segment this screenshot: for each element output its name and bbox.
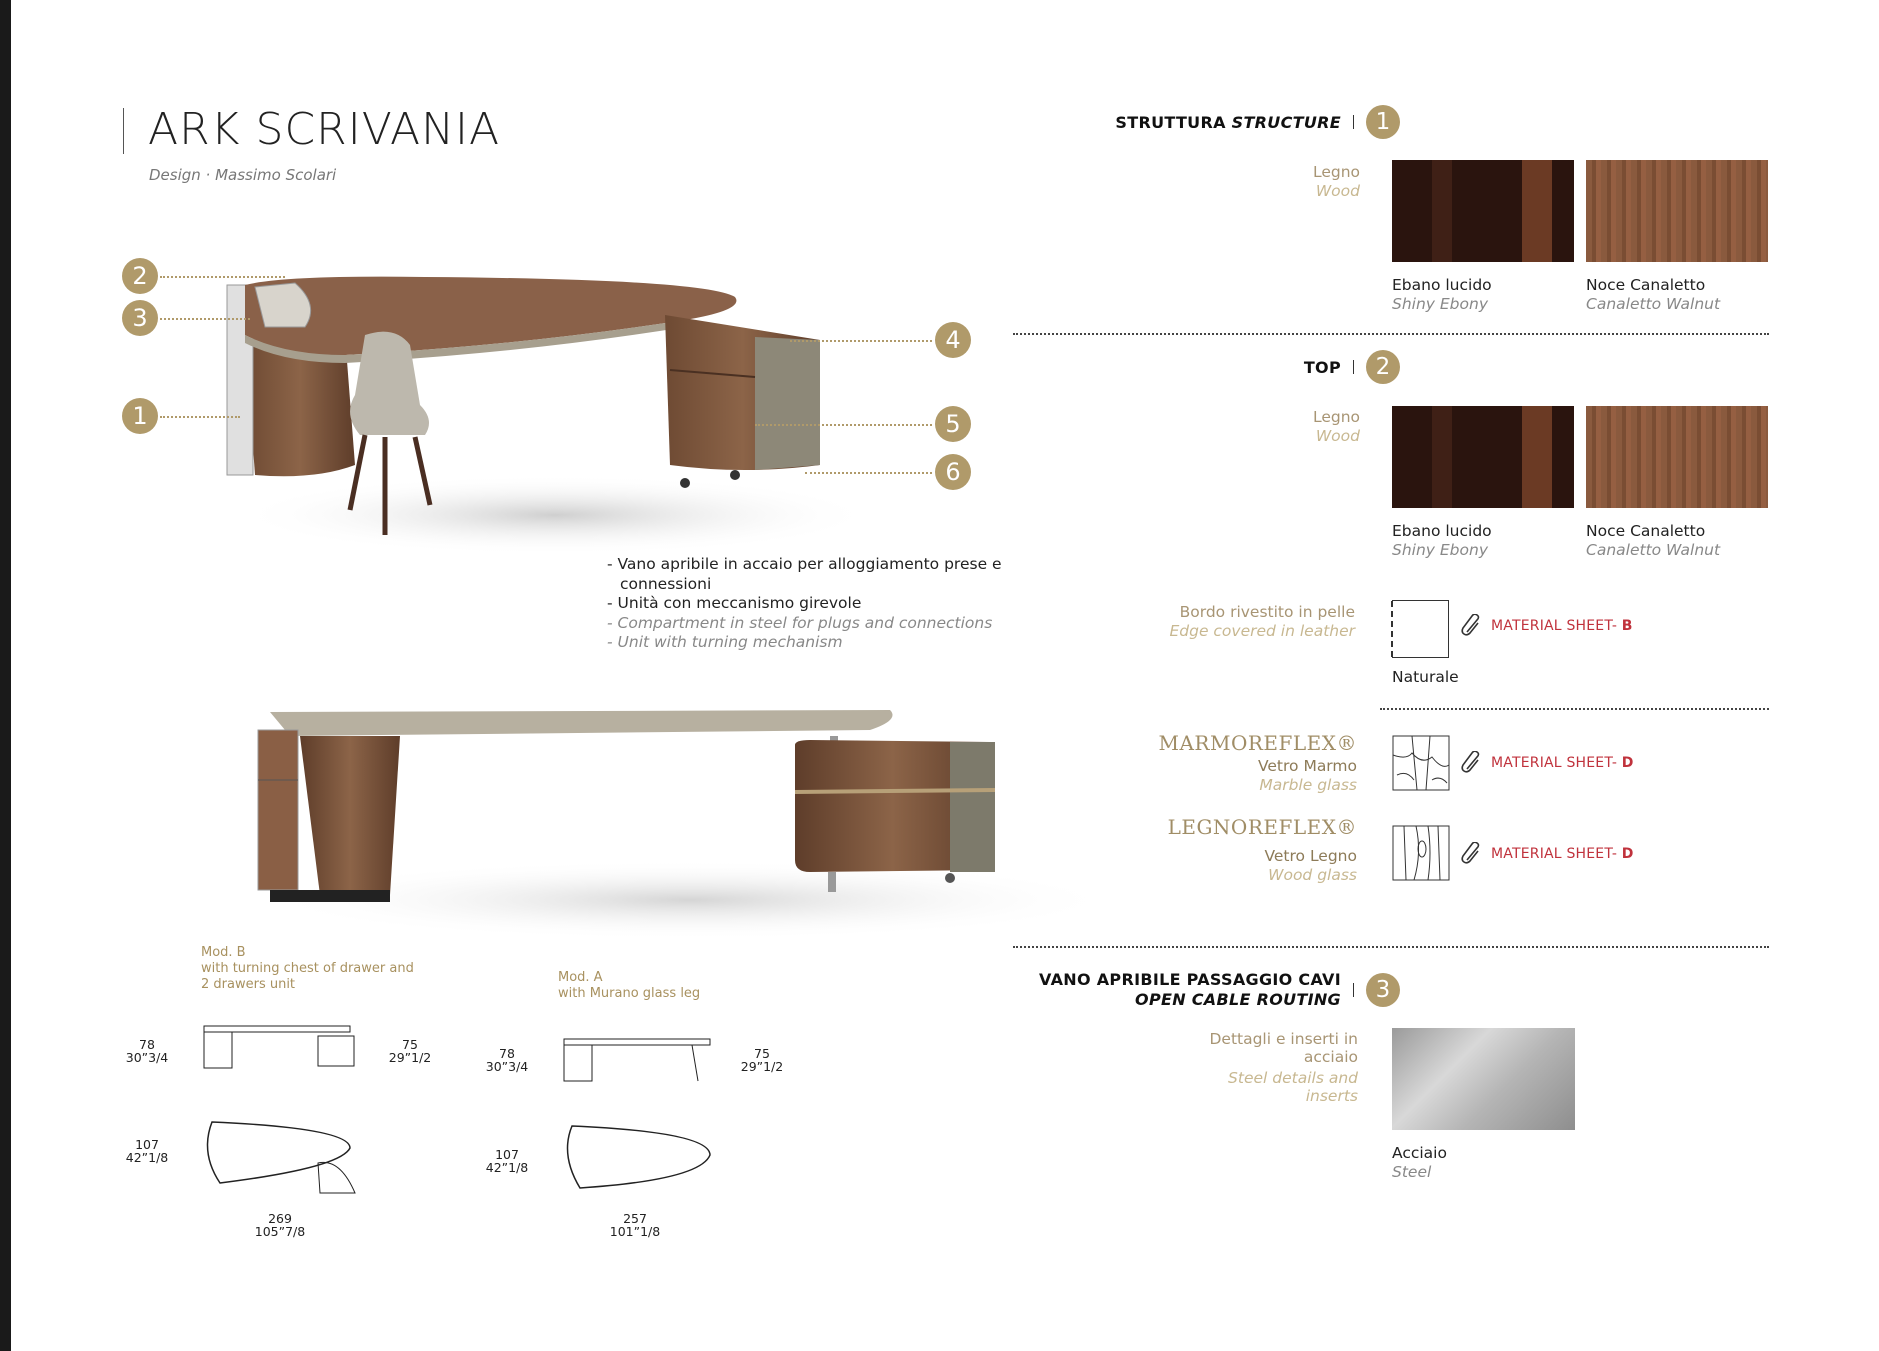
material-sheet-d-marmo-letter: D — [1621, 755, 1634, 771]
structure-heading — [1115, 113, 1341, 132]
model-a-width — [605, 1212, 665, 1238]
model-b-height-left — [122, 1038, 172, 1064]
paperclip-icon — [1461, 842, 1483, 866]
model-b-h-right-in: 29”1/2 — [388, 1050, 432, 1065]
title-rule — [123, 108, 124, 154]
model-b-plan-drawing — [200, 1118, 360, 1198]
swatch-steel-en: Steel — [1392, 1163, 1432, 1181]
top-number-badge: 2 — [1366, 350, 1400, 384]
structure-number-badge: 1 — [1366, 105, 1400, 139]
callout-1: 1 — [122, 398, 158, 434]
heading-separator — [1353, 983, 1354, 997]
section-structure-header — [1050, 105, 1400, 139]
structure-label-en: STRUCTURE — [1231, 112, 1341, 132]
top-material-en: Wood — [1315, 427, 1360, 445]
swatch-ebony-top — [1392, 406, 1574, 508]
model-a-caption — [558, 970, 758, 1002]
model-a-h-left-in: 30”3/4 — [485, 1059, 529, 1074]
note-en-1: - Compartment in steel for plugs and connections — [607, 613, 993, 632]
feature-notes — [607, 555, 1007, 653]
note-it-2: - Unità con meccanismo girevole — [607, 594, 862, 612]
model-b-width — [250, 1212, 310, 1238]
divider-1 — [1013, 333, 1769, 335]
callout-4: 4 — [935, 322, 971, 358]
model-b-h-left-in: 30”3/4 — [125, 1050, 169, 1065]
model-a-depth-cm: 107 — [495, 1147, 519, 1162]
model-b-front-drawing — [200, 1022, 360, 1072]
callout-6-leader — [805, 472, 932, 474]
swatch-walnut-structure-en: Canaletto Walnut — [1586, 295, 1721, 313]
callout-2: 2 — [122, 258, 158, 294]
structure-material-it: Legno — [1312, 163, 1360, 181]
material-sheet-d-legno-label: MATERIAL SHEET- — [1491, 846, 1618, 862]
model-a-width-in: 101”1/8 — [609, 1224, 661, 1239]
model-b-width-cm: 269 — [268, 1211, 292, 1226]
model-b-desc: with turning chest of drawer and 2 drawers unit — [201, 961, 414, 992]
material-sheet-d-legno-letter: D — [1621, 846, 1634, 862]
model-a-height-left — [482, 1047, 532, 1073]
cable-heading — [1039, 970, 1341, 1010]
model-a-h-left-cm: 78 — [499, 1046, 515, 1061]
note-it-1a: - Vano apribile in accaio per alloggiamento prese e — [607, 555, 1002, 573]
callout-3: 3 — [122, 300, 158, 336]
material-sheet-d-marmo-label: MATERIAL SHEET- — [1491, 755, 1618, 771]
heading-separator — [1353, 360, 1354, 374]
swatch-walnut-top-it: Noce Canaletto — [1586, 522, 1706, 540]
material-sheet-b-letter: B — [1621, 618, 1633, 634]
top-material-it: Legno — [1312, 408, 1360, 426]
note-it-1b: connessioni — [620, 574, 712, 593]
swatch-walnut-top — [1586, 406, 1768, 508]
model-b-caption — [201, 945, 426, 993]
cable-label-it: VANO APRIBILE PASSAGGIO CAVI — [1039, 970, 1341, 989]
swatch-ebony-structure-en: Shiny Ebony — [1392, 295, 1489, 313]
swatch-ebony-top-en: Shiny Ebony — [1392, 541, 1489, 559]
marmo-label-en: Marble glass — [1259, 776, 1357, 794]
model-b-h-right-cm: 75 — [402, 1037, 418, 1052]
note-en-2: - Unit with turning mechanism — [607, 633, 843, 651]
cable-detail-en-1: Steel details and — [1228, 1069, 1358, 1087]
model-a-h-right-in: 29”1/2 — [740, 1059, 784, 1074]
page-title: ARK SCRIVANIA — [148, 104, 501, 155]
paperclip-icon — [1461, 751, 1483, 775]
callout-3-leader — [160, 318, 250, 320]
marmoreflex-logo: MARMOREFLEX® — [1158, 731, 1357, 755]
material-sheet-d-legno-link[interactable] — [1491, 846, 1634, 862]
model-a-name: Mod. A — [558, 970, 603, 985]
marble-glass-swatch — [1392, 735, 1450, 791]
top-heading: TOP — [1303, 357, 1341, 377]
model-a-width-cm: 257 — [623, 1211, 647, 1226]
model-b-h-left-cm: 78 — [139, 1037, 155, 1052]
heading-separator — [1353, 115, 1354, 129]
model-a-height-right — [737, 1047, 787, 1073]
desk-perspective-illustration — [225, 265, 865, 565]
cable-detail-it-1: Dettagli e inserti in — [1209, 1030, 1358, 1048]
callout-5: 5 — [935, 406, 971, 442]
callout-6: 6 — [935, 454, 971, 490]
model-a-plan-drawing — [560, 1120, 720, 1200]
divider-3 — [1013, 946, 1769, 948]
model-b-width-in: 105”7/8 — [254, 1224, 306, 1239]
section-top-header — [1050, 350, 1400, 384]
edge-label-en: Edge covered in leather — [1169, 622, 1355, 640]
edge-label-it: Bordo rivestito in pelle — [1179, 603, 1355, 621]
callout-2-leader — [160, 276, 285, 278]
swatch-steel-it: Acciaio — [1392, 1144, 1447, 1162]
model-a-h-right-cm: 75 — [754, 1046, 770, 1061]
material-sheet-b-label: MATERIAL SHEET- — [1491, 618, 1618, 634]
model-b-name: Mod. B — [201, 945, 246, 960]
callout-1-leader — [160, 416, 240, 418]
model-a-desc: with Murano glass leg — [558, 986, 701, 1001]
swatch-walnut-structure — [1586, 160, 1768, 262]
cable-detail-it — [1170, 1030, 1358, 1066]
swatch-natural-label: Naturale — [1392, 668, 1459, 686]
wood-glass-swatch — [1392, 825, 1450, 881]
section-cable-header — [960, 970, 1400, 1010]
swatch-ebony-top-it: Ebano lucido — [1392, 522, 1492, 540]
page-edge-bar — [0, 0, 11, 1351]
structure-material-en: Wood — [1315, 182, 1360, 200]
model-b-depth-in: 42”1/8 — [125, 1150, 169, 1165]
model-a-depth-in: 42”1/8 — [485, 1160, 529, 1175]
legno-label-en: Wood glass — [1268, 866, 1357, 884]
model-a-front-drawing — [560, 1035, 720, 1085]
cable-detail-it-2: acciaio — [1303, 1048, 1358, 1066]
callout-4-leader — [790, 340, 932, 342]
structure-label-it: STRUTTURA — [1115, 112, 1226, 132]
swatch-ebony-structure-it: Ebano lucido — [1392, 276, 1492, 294]
cable-label-en: OPEN CABLE ROUTING — [1135, 990, 1341, 1009]
cable-detail-en-2: inserts — [1305, 1087, 1358, 1105]
cable-detail-en — [1170, 1069, 1358, 1105]
designer-credit: Design · Massimo Scolari — [149, 166, 337, 184]
legnoreflex-logo: LEGNOREFLEX® — [1167, 815, 1357, 839]
swatch-steel — [1392, 1028, 1575, 1130]
material-sheet-b-link[interactable] — [1491, 618, 1633, 634]
desk-front-illustration — [250, 700, 1120, 950]
swatch-walnut-top-en: Canaletto Walnut — [1586, 541, 1721, 559]
model-b-depth-cm: 107 — [135, 1137, 159, 1152]
swatch-natural-leather — [1392, 600, 1449, 658]
swatch-ebony-structure — [1392, 160, 1574, 262]
model-a-depth — [482, 1148, 532, 1174]
callout-5-leader — [755, 424, 932, 426]
paperclip-icon — [1461, 614, 1483, 638]
swatch-walnut-structure-it: Noce Canaletto — [1586, 276, 1706, 294]
marmo-label-it: Vetro Marmo — [1257, 757, 1357, 775]
model-b-height-right — [385, 1038, 435, 1064]
model-b-depth — [122, 1138, 172, 1164]
cable-number-badge: 3 — [1366, 973, 1400, 1007]
legno-label-it: Vetro Legno — [1264, 847, 1357, 865]
material-sheet-d-marmo-link[interactable] — [1491, 755, 1634, 771]
divider-2 — [1380, 708, 1769, 710]
